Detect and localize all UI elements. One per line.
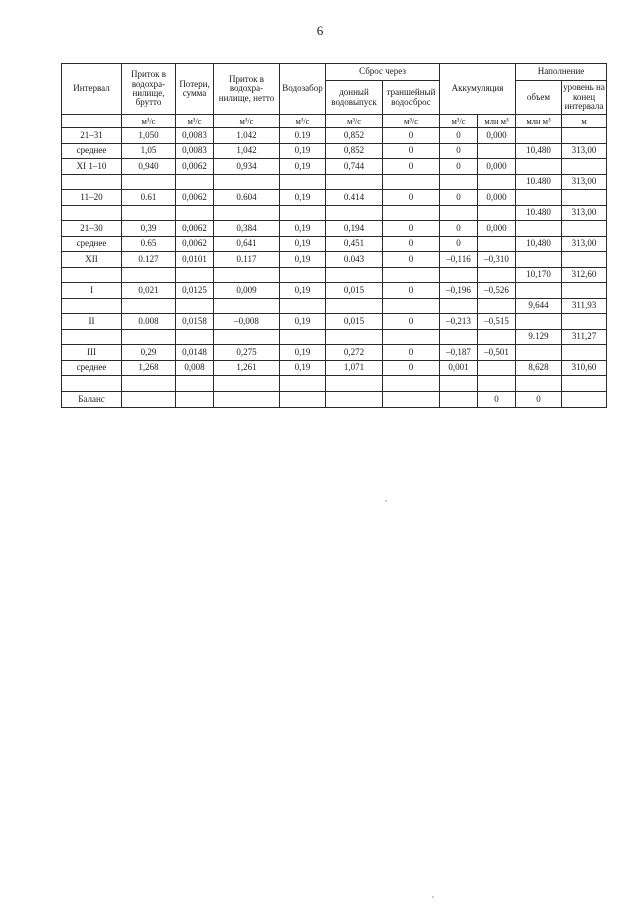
cell-trench-spillway xyxy=(383,205,440,221)
cell-inflow-gross: 0,29 xyxy=(122,345,176,361)
cell-water-intake: 0,19 xyxy=(280,236,326,252)
cell-losses xyxy=(176,329,214,345)
cell-losses: 0,0148 xyxy=(176,345,214,361)
cell-losses: 0,0083 xyxy=(176,128,214,144)
unit-level: м xyxy=(562,115,607,128)
cell-bottom-outlet xyxy=(326,376,383,392)
cell-bottom-outlet: 0,194 xyxy=(326,221,383,237)
cell-inflow-net: –0,008 xyxy=(214,314,280,330)
cell-bottom-outlet xyxy=(326,174,383,190)
cell-inflow-net: 1.042 xyxy=(214,128,280,144)
cell-inflow-net xyxy=(214,392,280,408)
cell-bottom-outlet: 0,744 xyxy=(326,159,383,175)
table-row xyxy=(62,174,607,190)
cell-water-intake: 0,19 xyxy=(280,360,326,376)
cell-accum-volume xyxy=(478,205,516,221)
cell-losses: 0,0062 xyxy=(176,221,214,237)
cell-accum-volume: –0,515 xyxy=(478,314,516,330)
cell-volume xyxy=(516,159,562,175)
header-water-intake: Водозабор xyxy=(280,64,326,115)
cell-losses xyxy=(176,376,214,392)
cell-inflow-gross xyxy=(122,376,176,392)
cell-volume xyxy=(516,345,562,361)
cell-accum-flow: 0 xyxy=(440,159,478,175)
header-inflow-net: Приток в водохра-нилище, нетто xyxy=(214,64,280,115)
cell-interval xyxy=(62,267,122,283)
cell-level xyxy=(562,314,607,330)
cell-inflow-net: 0,009 xyxy=(214,283,280,299)
cell-water-intake: 0,19 xyxy=(280,345,326,361)
table-row xyxy=(62,392,607,408)
cell-trench-spillway xyxy=(383,329,440,345)
cell-water-intake: 0,19 xyxy=(280,314,326,330)
header-discharge-group: Сброс через xyxy=(326,64,440,81)
cell-volume xyxy=(516,314,562,330)
cell-water-intake: 0,19 xyxy=(280,221,326,237)
cell-inflow-net xyxy=(214,376,280,392)
cell-inflow-net: 0,275 xyxy=(214,345,280,361)
cell-accum-flow xyxy=(440,267,478,283)
table-row xyxy=(62,128,607,144)
cell-inflow-net: 0,384 xyxy=(214,221,280,237)
cell-interval: I xyxy=(62,283,122,299)
cell-level: 313,00 xyxy=(562,236,607,252)
cell-trench-spillway: 0 xyxy=(383,345,440,361)
cell-interval xyxy=(62,205,122,221)
cell-level xyxy=(562,190,607,206)
cell-volume: 10,480 xyxy=(516,236,562,252)
cell-accum-flow: 0,001 xyxy=(440,360,478,376)
cell-interval: Баланс xyxy=(62,392,122,408)
cell-bottom-outlet: 0,015 xyxy=(326,314,383,330)
cell-level: 313,00 xyxy=(562,205,607,221)
cell-accum-volume xyxy=(478,143,516,159)
cell-inflow-net: 1,261 xyxy=(214,360,280,376)
cell-volume xyxy=(516,376,562,392)
header-accumulation: Аккумуляция xyxy=(440,64,516,115)
cell-volume: 10.480 xyxy=(516,205,562,221)
cell-interval xyxy=(62,174,122,190)
cell-inflow-gross: 0.127 xyxy=(122,252,176,268)
header-losses: Потери, сумма xyxy=(176,64,214,115)
cell-volume xyxy=(516,221,562,237)
cell-inflow-gross xyxy=(122,205,176,221)
cell-volume: 8,628 xyxy=(516,360,562,376)
cell-interval: XII xyxy=(62,252,122,268)
cell-trench-spillway: 0 xyxy=(383,236,440,252)
cell-trench-spillway xyxy=(383,376,440,392)
water-balance-table xyxy=(61,63,607,408)
cell-accum-volume: –0,501 xyxy=(478,345,516,361)
table-row xyxy=(62,360,607,376)
unit-accum-volume: млн м³ xyxy=(478,115,516,128)
cell-level xyxy=(562,392,607,408)
cell-level xyxy=(562,159,607,175)
cell-volume xyxy=(516,190,562,206)
cell-water-intake: 0.19 xyxy=(280,128,326,144)
cell-inflow-net: 1,042 xyxy=(214,143,280,159)
cell-bottom-outlet: 0,852 xyxy=(326,143,383,159)
cell-interval xyxy=(62,329,122,345)
cell-bottom-outlet: 0,015 xyxy=(326,283,383,299)
cell-losses: 0,0158 xyxy=(176,314,214,330)
cell-bottom-outlet xyxy=(326,298,383,314)
cell-level xyxy=(562,283,607,299)
cell-interval: 21–31 xyxy=(62,128,122,144)
cell-losses: 0,008 xyxy=(176,360,214,376)
cell-bottom-outlet xyxy=(326,392,383,408)
cell-accum-volume xyxy=(478,376,516,392)
cell-trench-spillway: 0 xyxy=(383,360,440,376)
cell-accum-flow: 0 xyxy=(440,128,478,144)
cell-accum-flow: 0 xyxy=(440,143,478,159)
cell-inflow-net: 0.604 xyxy=(214,190,280,206)
cell-water-intake xyxy=(280,329,326,345)
table-row xyxy=(62,345,607,361)
cell-bottom-outlet xyxy=(326,267,383,283)
table-row xyxy=(62,329,607,345)
cell-losses xyxy=(176,298,214,314)
cell-bottom-outlet: 0.414 xyxy=(326,190,383,206)
cell-inflow-gross: 0.61 xyxy=(122,190,176,206)
scan-speck xyxy=(432,896,434,898)
cell-accum-volume: 0,000 xyxy=(478,221,516,237)
table-row xyxy=(62,314,607,330)
cell-accum-flow: –0,187 xyxy=(440,345,478,361)
cell-accum-flow xyxy=(440,329,478,345)
unit-volume: млн м³ xyxy=(516,115,562,128)
cell-losses xyxy=(176,267,214,283)
cell-accum-flow: –0,196 xyxy=(440,283,478,299)
cell-level: 313,00 xyxy=(562,143,607,159)
cell-trench-spillway: 0 xyxy=(383,221,440,237)
cell-trench-spillway: 0 xyxy=(383,283,440,299)
cell-accum-flow xyxy=(440,174,478,190)
cell-losses xyxy=(176,392,214,408)
unit-bottom-outlet: м³/с xyxy=(326,115,383,128)
header-bottom-outlet: донный водовыпуск xyxy=(326,81,383,115)
header-inflow-gross: Приток в водохра-нилище, брутто xyxy=(122,64,176,115)
cell-volume: 9.129 xyxy=(516,329,562,345)
unit-blank xyxy=(62,115,122,128)
cell-volume xyxy=(516,252,562,268)
cell-interval: среднее xyxy=(62,143,122,159)
cell-accum-volume xyxy=(478,236,516,252)
cell-water-intake: 0,19 xyxy=(280,159,326,175)
cell-accum-volume: 0,000 xyxy=(478,128,516,144)
table-row xyxy=(62,159,607,175)
header-interval: Интервал xyxy=(62,64,122,115)
cell-inflow-gross: 1,05 xyxy=(122,143,176,159)
cell-trench-spillway: 0 xyxy=(383,159,440,175)
cell-water-intake: 0,19 xyxy=(280,252,326,268)
cell-bottom-outlet: 0,272 xyxy=(326,345,383,361)
cell-inflow-net xyxy=(214,205,280,221)
cell-accum-volume: –0,526 xyxy=(478,283,516,299)
cell-water-intake: 0,19 xyxy=(280,190,326,206)
table-row xyxy=(62,267,607,283)
cell-accum-volume: –0,310 xyxy=(478,252,516,268)
cell-bottom-outlet: 0.043 xyxy=(326,252,383,268)
cell-bottom-outlet: 1,071 xyxy=(326,360,383,376)
cell-level: 312,60 xyxy=(562,267,607,283)
cell-inflow-net xyxy=(214,298,280,314)
cell-interval: среднее xyxy=(62,236,122,252)
unit-losses: м³/с xyxy=(176,115,214,128)
cell-interval: среднее xyxy=(62,360,122,376)
cell-water-intake xyxy=(280,174,326,190)
cell-accum-flow xyxy=(440,392,478,408)
cell-accum-flow: 0 xyxy=(440,221,478,237)
cell-inflow-gross: 1,268 xyxy=(122,360,176,376)
cell-bottom-outlet xyxy=(326,329,383,345)
cell-trench-spillway xyxy=(383,298,440,314)
cell-inflow-gross: 0,021 xyxy=(122,283,176,299)
cell-water-intake xyxy=(280,205,326,221)
cell-trench-spillway: 0 xyxy=(383,190,440,206)
cell-inflow-gross xyxy=(122,174,176,190)
cell-water-intake xyxy=(280,392,326,408)
cell-volume: 0 xyxy=(516,392,562,408)
table-body xyxy=(62,128,607,408)
cell-water-intake xyxy=(280,267,326,283)
cell-interval: 21–30 xyxy=(62,221,122,237)
cell-level xyxy=(562,128,607,144)
cell-accum-flow: –0,213 xyxy=(440,314,478,330)
cell-bottom-outlet: 0,852 xyxy=(326,128,383,144)
table-row xyxy=(62,376,607,392)
table-row xyxy=(62,190,607,206)
cell-volume xyxy=(516,128,562,144)
cell-losses: 0,0125 xyxy=(176,283,214,299)
table-row xyxy=(62,205,607,221)
cell-volume: 9,644 xyxy=(516,298,562,314)
cell-trench-spillway xyxy=(383,174,440,190)
cell-accum-flow xyxy=(440,205,478,221)
table-row xyxy=(62,298,607,314)
table-row xyxy=(62,252,607,268)
cell-losses: 0,0062 xyxy=(176,236,214,252)
cell-level xyxy=(562,376,607,392)
cell-level xyxy=(562,252,607,268)
cell-losses: 0,0062 xyxy=(176,190,214,206)
cell-level: 311,27 xyxy=(562,329,607,345)
cell-inflow-net xyxy=(214,267,280,283)
cell-accum-volume: 0,000 xyxy=(478,190,516,206)
unit-inflow-gross: м³/с xyxy=(122,115,176,128)
table-row xyxy=(62,221,607,237)
cell-interval: III xyxy=(62,345,122,361)
cell-trench-spillway: 0 xyxy=(383,143,440,159)
cell-accum-flow: –0,116 xyxy=(440,252,478,268)
cell-inflow-net: 0.117 xyxy=(214,252,280,268)
cell-volume xyxy=(516,283,562,299)
cell-inflow-gross: 1,050 xyxy=(122,128,176,144)
cell-inflow-gross xyxy=(122,329,176,345)
cell-interval: 11–20 xyxy=(62,190,122,206)
unit-accum-flow: м³/с xyxy=(440,115,478,128)
cell-water-intake xyxy=(280,376,326,392)
cell-accum-volume xyxy=(478,360,516,376)
cell-accum-flow: 0 xyxy=(440,190,478,206)
header-filling-group: Наполнение xyxy=(516,64,607,81)
cell-accum-volume xyxy=(478,267,516,283)
cell-bottom-outlet: 0,451 xyxy=(326,236,383,252)
cell-interval: XI 1–10 xyxy=(62,159,122,175)
cell-inflow-gross xyxy=(122,392,176,408)
cell-inflow-gross: 0.008 xyxy=(122,314,176,330)
cell-inflow-net xyxy=(214,329,280,345)
page-number: 6 xyxy=(316,23,324,38)
cell-accum-volume xyxy=(478,298,516,314)
cell-level: 313,00 xyxy=(562,174,607,190)
table-row xyxy=(62,143,607,159)
cell-losses xyxy=(176,174,214,190)
cell-inflow-gross xyxy=(122,298,176,314)
cell-level xyxy=(562,221,607,237)
cell-water-intake: 0,19 xyxy=(280,283,326,299)
cell-inflow-net xyxy=(214,174,280,190)
cell-accum-flow xyxy=(440,298,478,314)
header-volume: объем xyxy=(516,81,562,115)
cell-level xyxy=(562,345,607,361)
cell-inflow-gross: 0,39 xyxy=(122,221,176,237)
scan-speck xyxy=(385,500,387,502)
header-trench-spillway: траншейный водосброс xyxy=(383,81,440,115)
header-level-end: уровень на конец интервала xyxy=(562,81,607,115)
cell-inflow-net: 0,934 xyxy=(214,159,280,175)
cell-volume: 10.480 xyxy=(516,174,562,190)
cell-accum-volume xyxy=(478,329,516,345)
cell-inflow-gross: 0,940 xyxy=(122,159,176,175)
cell-bottom-outlet xyxy=(326,205,383,221)
cell-accum-flow: 0 xyxy=(440,236,478,252)
cell-losses: 0,0101 xyxy=(176,252,214,268)
cell-accum-flow xyxy=(440,376,478,392)
cell-accum-volume xyxy=(478,174,516,190)
cell-trench-spillway xyxy=(383,267,440,283)
cell-losses: 0,0083 xyxy=(176,143,214,159)
cell-inflow-gross: 0.65 xyxy=(122,236,176,252)
cell-interval xyxy=(62,376,122,392)
cell-losses: 0,0062 xyxy=(176,159,214,175)
cell-level: 310,60 xyxy=(562,360,607,376)
cell-volume: 10,480 xyxy=(516,143,562,159)
cell-interval: II xyxy=(62,314,122,330)
unit-water-intake: м³/с xyxy=(280,115,326,128)
cell-volume: 10,170 xyxy=(516,267,562,283)
cell-water-intake: 0,19 xyxy=(280,143,326,159)
cell-interval xyxy=(62,298,122,314)
cell-trench-spillway xyxy=(383,392,440,408)
cell-water-intake xyxy=(280,298,326,314)
cell-losses xyxy=(176,205,214,221)
cell-trench-spillway: 0 xyxy=(383,128,440,144)
cell-trench-spillway: 0 xyxy=(383,314,440,330)
cell-accum-volume: 0,000 xyxy=(478,159,516,175)
unit-inflow-net: м³/с xyxy=(214,115,280,128)
cell-accum-volume: 0 xyxy=(478,392,516,408)
cell-inflow-net: 0,641 xyxy=(214,236,280,252)
cell-trench-spillway: 0 xyxy=(383,252,440,268)
cell-level: 311,93 xyxy=(562,298,607,314)
unit-trench-spillway: м³/с xyxy=(383,115,440,128)
cell-inflow-gross xyxy=(122,267,176,283)
table-row xyxy=(62,236,607,252)
table-row xyxy=(62,283,607,299)
